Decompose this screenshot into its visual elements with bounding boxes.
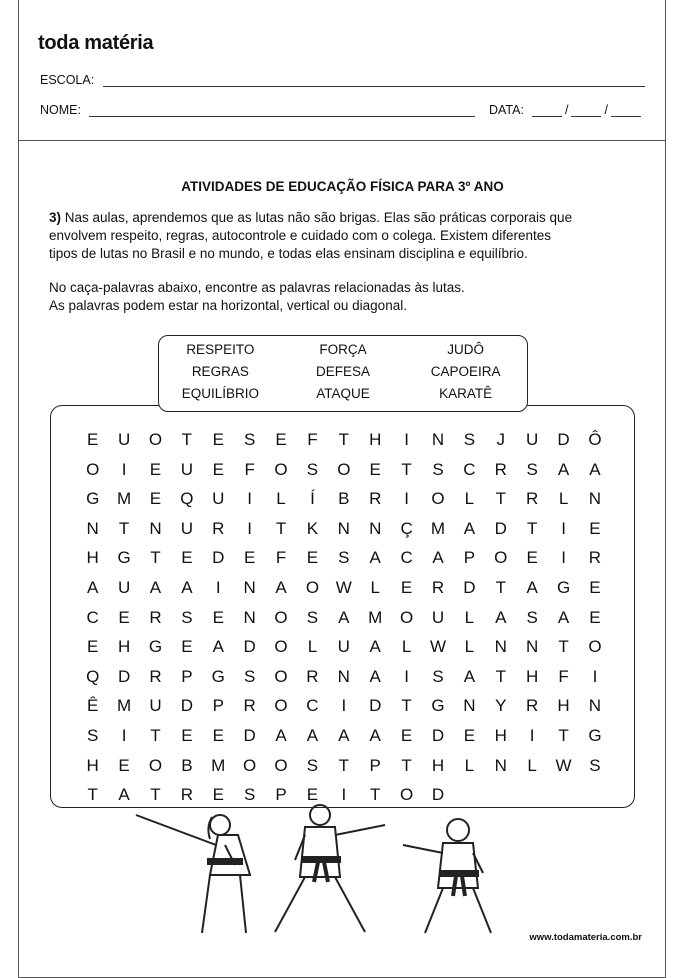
grid-letter[interactable]: A [369, 637, 381, 657]
grid-letter[interactable]: L [307, 637, 318, 657]
word-list-item: REGRAS [191, 364, 249, 379]
grid-letter[interactable]: A [212, 637, 224, 657]
date-field[interactable] [489, 103, 641, 117]
grid-letter[interactable]: G [148, 637, 163, 657]
grid-letter[interactable]: Q [180, 489, 194, 509]
grid-letter[interactable]: E [181, 548, 193, 568]
grid-letter[interactable]: O [274, 696, 288, 716]
grid-letter[interactable]: T [87, 785, 98, 805]
grid-letter[interactable]: T [401, 459, 412, 479]
grid-letter[interactable]: C [463, 459, 476, 479]
grid-letter[interactable]: T [401, 755, 412, 775]
grid-letter[interactable]: B [338, 489, 350, 509]
grid-letter[interactable]: H [117, 637, 131, 657]
grid-letter[interactable]: F [558, 666, 569, 686]
grid-letter[interactable]: N [337, 666, 350, 686]
grid-letter[interactable]: N [526, 637, 539, 657]
grid-letter[interactable]: S [306, 607, 319, 627]
grid-letter[interactable]: Y [495, 696, 507, 716]
grid-letter[interactable]: U [212, 489, 225, 509]
grid-letter[interactable]: H [557, 696, 570, 716]
grid-letter[interactable]: E [212, 785, 224, 805]
grid-letter[interactable]: H [494, 725, 507, 745]
grid-letter[interactable]: I [341, 696, 347, 716]
grid-letter[interactable]: E [118, 755, 130, 775]
grid-letter[interactable]: E [212, 430, 224, 449]
grid-letter[interactable]: O [274, 666, 288, 686]
grid-letter[interactable]: T [558, 725, 569, 745]
grid-letter[interactable]: R [526, 696, 539, 716]
grid-letter[interactable]: S [243, 430, 256, 449]
grid-letter[interactable]: Q [86, 666, 100, 686]
martial-arts-illustration [100, 795, 520, 945]
grid-letter[interactable]: T [495, 577, 506, 597]
grid-letter[interactable]: L [464, 755, 475, 775]
grid-letter[interactable]: P [275, 785, 287, 805]
kicking-girl-figure [136, 815, 250, 933]
grid-letter[interactable]: N [337, 518, 350, 538]
grid-letter[interactable]: A [275, 577, 287, 597]
word-list-item: DEFESA [315, 364, 370, 379]
grid-letter[interactable]: I [561, 548, 566, 568]
grid-letter[interactable]: N [588, 489, 602, 509]
grid-letter[interactable]: S [87, 725, 99, 745]
karate-boy-center-figure [275, 805, 385, 932]
grid-letter[interactable]: L [464, 637, 475, 657]
grid-letter[interactable]: O [86, 459, 100, 479]
grid-letter[interactable]: W [555, 755, 572, 775]
grid-letter[interactable]: A [87, 577, 99, 597]
school-label: ESCOLA: [40, 73, 95, 87]
grid-letter[interactable]: C [400, 548, 413, 568]
word-search-grid [77, 430, 611, 815]
grid-letter[interactable]: A [338, 607, 350, 627]
grid-letter[interactable]: D [243, 637, 256, 657]
grid-letter[interactable]: T [150, 548, 161, 568]
grid-letter[interactable]: Í [310, 489, 315, 509]
grid-letter[interactable]: D [431, 725, 445, 745]
date-month-line[interactable] [571, 105, 601, 117]
grid-letter[interactable]: A [306, 725, 319, 745]
grid-letter[interactable]: T [275, 518, 287, 538]
grid-letter[interactable]: A [149, 577, 162, 597]
grid-letter[interactable]: H [86, 548, 99, 568]
grid-letter[interactable]: L [464, 489, 475, 509]
grid-letter[interactable]: S [306, 755, 319, 775]
grid-letter[interactable]: O [399, 785, 414, 805]
grid-letter[interactable]: T [338, 755, 350, 775]
date-sep: / [564, 103, 569, 117]
grid-letter[interactable]: L [370, 577, 380, 597]
grid-letter[interactable]: R [431, 577, 445, 597]
grid-letter[interactable]: R [306, 666, 319, 686]
logo: toda matéria [38, 32, 154, 54]
grid-letter[interactable]: T [150, 785, 161, 805]
grid-letter[interactable]: S [243, 666, 256, 686]
grid-letter[interactable]: R [369, 489, 382, 509]
name-field[interactable] [40, 103, 475, 117]
grid-letter[interactable]: E [118, 607, 130, 627]
grid-letter[interactable]: O [274, 459, 288, 479]
grid-letter[interactable]: L [527, 755, 537, 775]
grid-letter[interactable]: Ô [588, 430, 602, 449]
grid-letter[interactable]: H [431, 755, 445, 775]
grid-letter[interactable]: U [180, 459, 193, 479]
grid-letter[interactable]: O [337, 459, 351, 479]
grid-letter[interactable]: G [431, 696, 445, 716]
grid-letter[interactable]: A [557, 459, 570, 479]
grid-letter[interactable]: I [404, 430, 409, 449]
grid-letter[interactable]: I [247, 489, 253, 509]
grid-letter[interactable]: A [463, 518, 476, 538]
grid-letter[interactable]: B [181, 755, 193, 775]
grid-letter[interactable]: D [431, 785, 445, 805]
grid-letter[interactable]: F [244, 459, 255, 479]
grid-letter[interactable]: Ê [87, 696, 99, 716]
grid-letter[interactable]: N [243, 607, 256, 627]
grid-letter[interactable]: E [149, 489, 162, 509]
grid-letter[interactable]: A [369, 548, 381, 568]
grid-letter[interactable]: I [404, 489, 409, 509]
grid-letter[interactable]: O [243, 755, 257, 775]
grid-letter[interactable]: E [87, 430, 99, 449]
question-line: Nas aulas, aprendemos que as lutas não são brigas. Elas são práticas corporais que [64, 210, 573, 225]
word-list-box [158, 335, 528, 412]
grid-letter[interactable]: I [121, 459, 127, 479]
grid-letter[interactable]: L [401, 637, 412, 657]
grid-letter[interactable]: S [432, 459, 444, 479]
grid-letter[interactable]: H [526, 666, 539, 686]
grid-letter[interactable]: T [401, 696, 412, 716]
grid-letter[interactable]: M [117, 696, 132, 716]
grid-letter[interactable]: N [431, 430, 445, 449]
grid-letter[interactable]: D [212, 548, 225, 568]
grid-letter[interactable]: N [243, 577, 256, 597]
grid-letter[interactable]: T [181, 430, 193, 449]
grid-letter[interactable]: F [275, 548, 287, 568]
grid-letter[interactable]: A [369, 725, 381, 745]
page-title: ATIVIDADES DE EDUCAÇÃO FÍSICA PARA 3º ANO [181, 179, 504, 194]
word-list-item: CAPOEIRA [430, 364, 501, 379]
grid-letter[interactable]: U [117, 577, 131, 597]
grid-letter[interactable]: S [463, 430, 476, 449]
date-day-line[interactable] [532, 105, 562, 117]
grid-letter[interactable]: A [526, 577, 538, 597]
word-list-item: EQUILÍBRIO [181, 386, 259, 401]
grid-letter[interactable]: N [86, 518, 99, 538]
grid-letter[interactable]: S [243, 785, 256, 805]
grid-letter[interactable]: N [369, 518, 382, 538]
grid-letter[interactable]: T [495, 666, 506, 686]
grid-letter[interactable]: S [526, 459, 538, 479]
grid-letter[interactable]: R [180, 785, 193, 805]
grid-letter[interactable]: E [87, 637, 99, 657]
grid-letter[interactable]: S [589, 755, 601, 775]
grid-letter[interactable]: S [306, 459, 319, 479]
grid-letter[interactable]: A [495, 607, 507, 627]
grid-letter[interactable]: O [588, 637, 602, 657]
grid-letter[interactable]: O [305, 577, 320, 597]
grid-letter[interactable]: T [495, 489, 506, 509]
grid-letter[interactable]: K [306, 518, 319, 538]
grid-letter[interactable]: E [243, 548, 256, 568]
grid-letter[interactable]: N [588, 696, 602, 716]
grid-letter[interactable]: U [149, 696, 162, 716]
grid-letter[interactable]: A [275, 725, 287, 745]
grid-letter[interactable]: U [526, 430, 539, 449]
grid-letter[interactable]: E [181, 637, 193, 657]
instruction-line: As palavras podem estar na horizontal, vertical ou diagonal. [49, 298, 407, 313]
grid-letter[interactable]: H [369, 430, 382, 449]
grid-letter[interactable]: I [247, 518, 253, 538]
grid-letter[interactable]: N [494, 755, 507, 775]
grid-letter[interactable]: E [275, 430, 287, 449]
grid-letter[interactable]: E [463, 725, 476, 745]
footer-url[interactable]: www.todamateria.com.br [529, 932, 642, 943]
grid-letter[interactable]: E [369, 459, 381, 479]
grid-letter[interactable]: S [526, 607, 538, 627]
grid-letter[interactable]: U [180, 518, 193, 538]
grid-letter[interactable]: O [399, 607, 414, 627]
grid-letter[interactable]: A [118, 785, 130, 805]
grid-letter[interactable]: E [181, 725, 193, 745]
grid-letter[interactable]: I [404, 666, 409, 686]
grid-letter[interactable]: R [526, 489, 539, 509]
grid-letter[interactable]: O [274, 755, 288, 775]
grid-letter[interactable]: U [117, 430, 131, 449]
grid-letter[interactable]: U [337, 637, 350, 657]
grid-letter[interactable]: J [496, 430, 506, 449]
grid-letter[interactable]: R [588, 548, 602, 568]
grid-letter[interactable]: L [276, 489, 286, 509]
grid-letter[interactable]: N [494, 637, 507, 657]
question-line: tipos de lutas no Brasil e no mundo, e todas elas ensinam disciplina e equilíbrio. [49, 246, 528, 261]
word-list-item: JUDÔ [447, 342, 485, 357]
grid-letter[interactable]: E [212, 459, 224, 479]
grid-letter[interactable]: P [212, 696, 224, 716]
grid-letter[interactable]: A [432, 548, 444, 568]
grid-letter[interactable]: O [431, 489, 445, 509]
grid-letter[interactable]: M [368, 607, 383, 627]
grid-letter[interactable]: T [118, 518, 130, 538]
word-list-item: KARATÊ [439, 386, 493, 401]
grid-letter[interactable]: L [464, 607, 475, 627]
grid-letter[interactable]: D [494, 518, 507, 538]
grid-letter[interactable]: Ç [400, 518, 413, 538]
grid-letter[interactable]: R [212, 518, 225, 538]
date-year-line[interactable] [611, 105, 641, 117]
word-list-item: RESPEITO [186, 342, 255, 357]
grid-letter[interactable]: I [592, 666, 598, 686]
grid-letter[interactable]: A [338, 725, 350, 745]
grid-letter[interactable]: E [400, 577, 413, 597]
grid-letter[interactable]: O [148, 430, 163, 449]
grid-letter[interactable]: C [86, 607, 99, 627]
grid-letter[interactable]: C [306, 696, 319, 716]
grid-letter[interactable]: E [589, 607, 601, 627]
grid-letter[interactable]: R [149, 666, 162, 686]
grid-letter[interactable]: F [307, 430, 318, 449]
grid-letter[interactable]: O [148, 755, 163, 775]
grid-letter[interactable]: R [243, 696, 256, 716]
grid-letter[interactable]: E [212, 607, 224, 627]
grid-letter[interactable]: E [306, 785, 319, 805]
grid-letter[interactable]: T [526, 518, 538, 538]
grid-letter[interactable]: W [429, 637, 447, 657]
grid-letter[interactable]: M [430, 518, 446, 538]
grid-letter[interactable]: A [369, 666, 381, 686]
grid-letter[interactable]: D [243, 725, 256, 745]
grid-letter[interactable]: N [149, 518, 162, 538]
question-number: 3) [49, 210, 62, 225]
grid-letter[interactable]: G [211, 666, 225, 686]
grid-letter[interactable]: O [274, 607, 288, 627]
grid-letter[interactable]: I [561, 518, 566, 538]
grid-letter[interactable]: S [432, 666, 444, 686]
grid-letter[interactable]: M [211, 755, 226, 775]
grid-letter[interactable]: U [431, 607, 445, 627]
grid-letter[interactable]: E [400, 725, 413, 745]
grid-letter[interactable]: W [335, 577, 352, 597]
name-label: NOME: [40, 103, 81, 117]
grid-letter[interactable]: E [306, 548, 319, 568]
grid-letter[interactable]: G [588, 725, 602, 745]
grid-letter[interactable]: D [557, 430, 570, 449]
grid-letter[interactable]: E [589, 518, 601, 538]
grid-letter[interactable]: O [494, 548, 508, 568]
grid-letter[interactable]: D [463, 577, 476, 597]
grid-letter[interactable]: G [556, 577, 571, 597]
header-divider [18, 140, 666, 141]
grid-letter[interactable]: A [181, 577, 193, 597]
grid-letter[interactable]: E [589, 577, 601, 597]
grid-letter[interactable]: D [180, 696, 193, 716]
word-list-item: ATAQUE [316, 386, 370, 401]
grid-letter[interactable]: E [212, 725, 224, 745]
grid-letter[interactable]: P [369, 755, 381, 775]
instruction-line: No caça-palavras abaixo, encontre as palavras relacionadas às lutas. [49, 280, 465, 295]
karate-boy-right-figure [403, 819, 491, 933]
grid-letter[interactable]: H [86, 755, 99, 775]
grid-letter[interactable]: T [338, 430, 350, 449]
grid-letter[interactable]: I [341, 785, 347, 805]
grid-letter[interactable]: S [338, 548, 350, 568]
grid-letter[interactable]: T [558, 637, 569, 657]
grid-letter[interactable]: O [274, 637, 288, 657]
grid-letter[interactable]: G [86, 489, 100, 509]
grid-letter[interactable]: M [117, 489, 132, 509]
grid-letter[interactable]: L [558, 489, 569, 509]
grid-letter[interactable]: R [494, 459, 507, 479]
grid-letter[interactable]: T [370, 785, 381, 805]
school-line[interactable] [103, 75, 645, 87]
instructions [49, 279, 639, 315]
grid-letter[interactable]: I [215, 577, 221, 597]
name-line[interactable] [89, 105, 475, 117]
grid-letter[interactable]: G [117, 548, 131, 568]
grid-letter[interactable]: I [121, 725, 127, 745]
question-text [49, 209, 639, 263]
grid-letter[interactable]: S [181, 607, 193, 627]
question-line: envolvem respeito, regras, autocontrole e cuidado com o colega. Existem diferentes [49, 228, 552, 243]
date-sep: / [604, 103, 608, 117]
word-list-item: FORÇA [319, 342, 367, 357]
grid-letter[interactable]: E [149, 459, 162, 479]
grid-letter[interactable]: D [117, 666, 131, 686]
grid-letter[interactable]: P [181, 666, 193, 686]
grid-letter[interactable]: A [589, 459, 601, 479]
grid-letter[interactable]: P [463, 548, 476, 568]
grid-letter[interactable]: D [369, 696, 382, 716]
grid-letter[interactable]: A [463, 666, 476, 686]
grid-letter[interactable]: T [150, 725, 161, 745]
grid-letter[interactable]: I [529, 725, 535, 745]
date-label: DATA: [489, 103, 524, 117]
grid-letter[interactable]: N [463, 696, 476, 716]
grid-letter[interactable]: R [149, 607, 162, 627]
grid-letter[interactable]: A [557, 607, 570, 627]
grid-letter[interactable]: E [526, 548, 538, 568]
school-field[interactable] [40, 73, 645, 87]
